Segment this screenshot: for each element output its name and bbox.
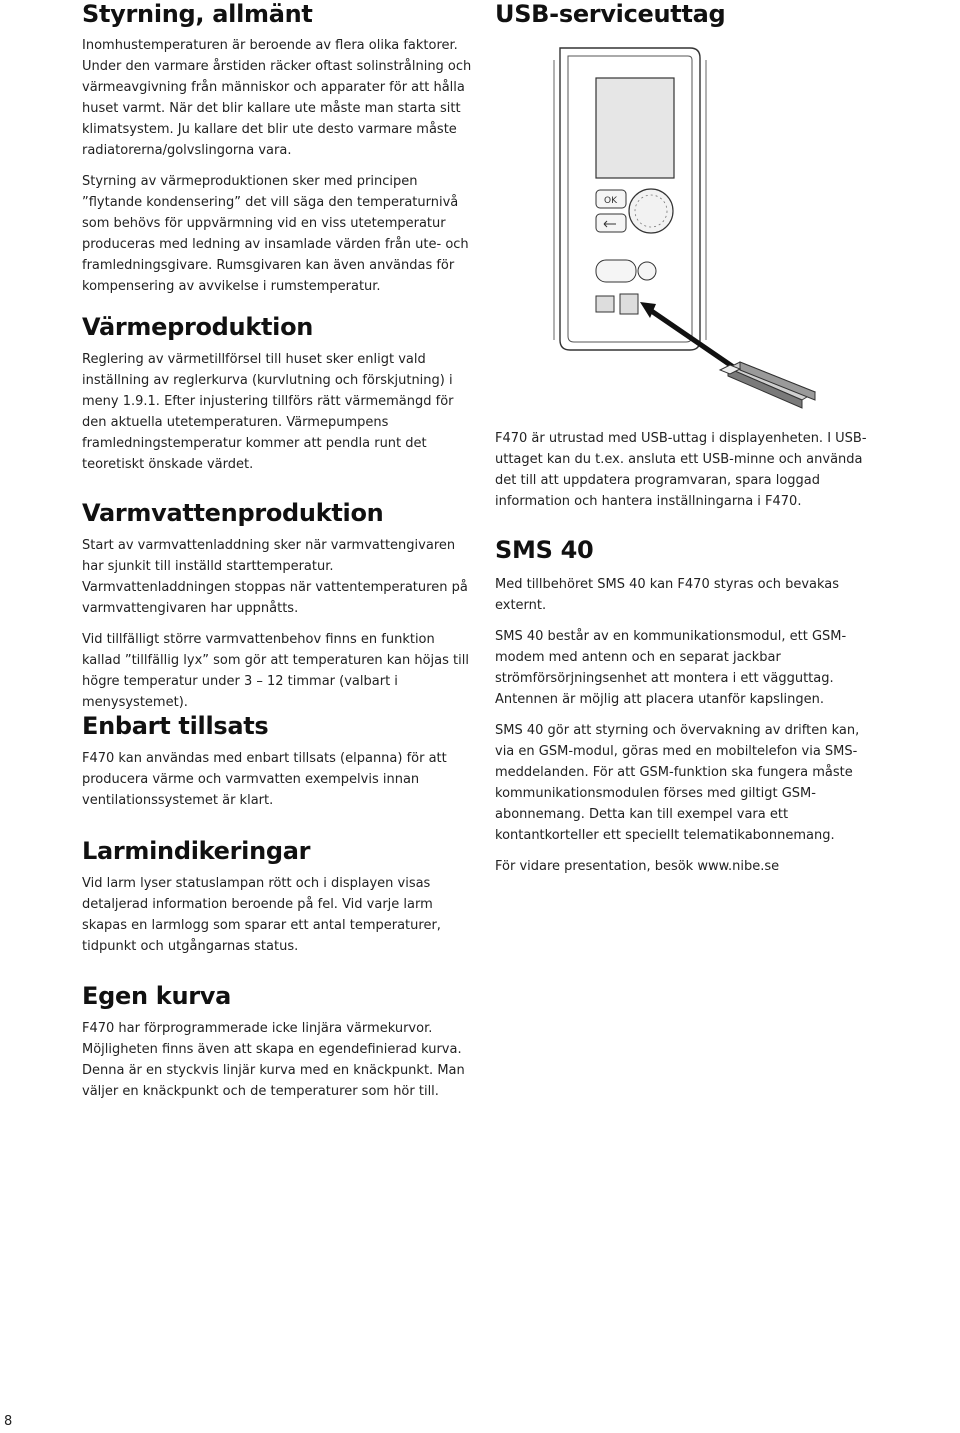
heading-styrning: Styrning, allmänt [82,0,313,28]
power-switch [638,262,656,280]
service-port [620,294,638,314]
paragraph: Start av varmvattenladdning sker när varmvattengivaren har sjunkit till inställd starttemperatur. Varmvattenladdningen stoppas när vattentemperaturen på varmvattengivaren har uppnåtts. [82,538,468,616]
paragraph: Vid tillfälligt större varmvattenbehov finns en funktion kallad ”tillfällig lyx” som gör att temperaturen kan höjas till högre temperatur under 3 – 12 timmar (valbart i menysystemet). [82,632,469,710]
usb-stick-icon [720,362,815,408]
paragraph: F470 har förprogrammerade icke linjära värmekurvor. Möjligheten finns även att skapa en egendefinierad kurva. Denna är en styckvis linjär kurva med en knäckpunkt. Man väljer en knäckpunkt och de temperaturer som hör till. [82,1021,465,1099]
heading-egen: Egen kurva [82,982,232,1010]
section-usb-text [495,428,880,512]
section-varmeproduktion [82,313,474,475]
paragraph: F470 kan användas med enbart tillsats (elpanna) för att producera värme och varmvatten exempelvis innan ventilationssystemet är klart. [82,751,447,808]
back-button [596,214,626,232]
heading-varmvatten: Varmvattenproduktion [82,499,384,527]
section-larm [82,837,474,957]
status-lamp [596,260,636,282]
section-enbart [82,712,474,811]
paragraph: Vid larm lyser statuslampan rött och i displayen visas detaljerad information beroende på fel. Vid varje larm skapas en larmlogg som sparar ett antal temperaturer, tidpunkt och utgångarnas status. [82,876,441,954]
control-knob [629,189,673,233]
heading-larm: Larmindikeringar [82,837,311,865]
section-usb [495,0,880,28]
section-varmvatten [82,499,474,713]
paragraph: Med tillbehöret SMS 40 kan F470 styras och bevakas externt. [495,577,840,613]
section-egen [82,982,474,1102]
heading-varmeproduktion: Värmeproduktion [82,313,314,341]
page-number: 8 [4,1414,13,1429]
heading-sms: SMS 40 [495,536,594,564]
paragraph: SMS 40 gör att styrning och övervakning av driften kan, via en GSM-modul, göras med en mobiltelefon via SMS-meddelanden. För att GSM-funktion ska fungera måste kommunikationsmodulen förses med giltigt GSM-abonnemang. Detta kan till exempel vara ett kontantkorteller ett speciellt telematikabonnemang. [495,723,860,843]
paragraph: Reglering av värmetillförsel till huset sker enligt vald inställning av reglerkurva (kurvlutning och förskjutning) i meny 1.9.1. Efter injustering tillförs rätt värmemängd för den aktuella utetemperaturen. Värmepumpens framledningstemperatur kommer att pendla runt det teoretiskt önskade värdet. [82,352,454,472]
section-styrning [82,0,474,297]
heading-enbart: Enbart tillsats [82,712,269,740]
ok-label: OK [604,196,617,206]
paragraph: F470 är utrustad med USB-uttag i displayenheten. I USB-uttaget kan du t.ex. ansluta ett USB-minne och använda det till att uppdatera programvaran, spara loggad information och hantera inställningarna i F470. [495,431,867,509]
heading-usb: USB-serviceuttag [495,0,726,28]
section-sms [495,536,880,877]
paragraph: Inomhustemperaturen är beroende av flera olika faktorer. Under den varmare årstiden räcker oftast solinstrålning och värmeavgivning från människor och apparater för att hålla huset varmt. När det blir kallare ute måste man starta sitt klimatsystem. Ju kallare det blir ute desto varmare måste radiatorerna/golvslingorna vara. [82,38,472,158]
display-screen [596,78,674,178]
paragraph: SMS 40 består av en kommunikationsmodul, ett GSM-modem med antenn och en separat jackbar strömförsörjningsenhet att montera i ett vägguttag. Antennen är möjlig att placera utanför kapslingen. [495,629,847,707]
paragraph: För vidare presentation, besök www.nibe.se [495,859,780,874]
usb-figure [540,40,840,440]
usb-port [596,296,614,312]
paragraph: Styrning av värmeproduktionen sker med principen ”flytande kondensering” det vill säga den temperaturnivå som behövs för uppvärmning vid en viss utetemperatur produceras med ledning av insamlade värden från ute- och framledningsgivare. Rumsgivaren kan även användas för kompensering av avvikelse i rumstemperatur. [82,174,469,294]
display-unit-illustration [540,40,840,440]
